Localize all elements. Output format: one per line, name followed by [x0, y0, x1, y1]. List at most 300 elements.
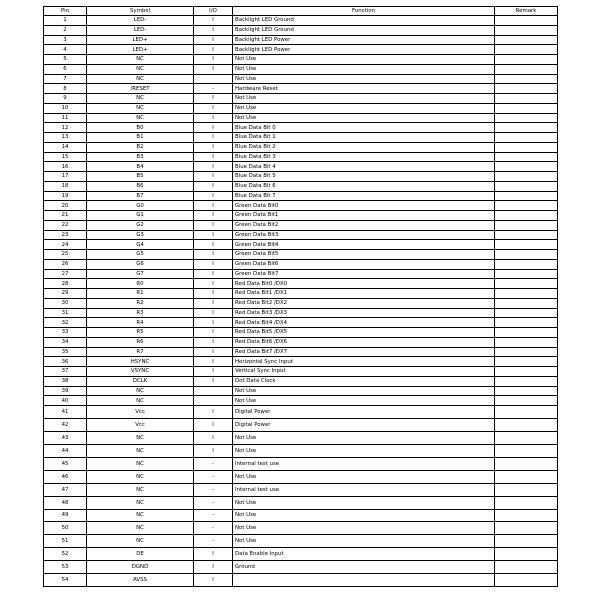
cell-remark — [495, 574, 558, 587]
cell-function: Green Data Bit7 — [233, 269, 495, 279]
cell-function: Backlight LED Power — [233, 35, 495, 45]
cell-pin: 6 — [44, 64, 87, 74]
table-row — [44, 25, 558, 35]
cell-io: I — [194, 45, 233, 55]
cell-remark — [495, 16, 558, 26]
cell-remark — [495, 230, 558, 240]
cell-io: I — [194, 347, 233, 357]
cell-symbol: NC — [87, 509, 194, 522]
table-row — [44, 250, 558, 260]
cell-pin: 16 — [44, 162, 87, 172]
cell-io: I — [194, 191, 233, 201]
cell-symbol: DGND — [87, 561, 194, 574]
cell-symbol: LED+ — [87, 45, 194, 55]
table-row — [44, 94, 558, 104]
cell-symbol: HSYNC — [87, 357, 194, 367]
cell-remark — [495, 35, 558, 45]
cell-remark — [495, 396, 558, 406]
cell-function: Dot Data Clock — [233, 376, 495, 386]
cell-remark — [495, 337, 558, 347]
cell-io: I — [194, 259, 233, 269]
table-row — [44, 64, 558, 74]
cell-pin: 22 — [44, 220, 87, 230]
cell-pin: 24 — [44, 240, 87, 250]
cell-io: I — [194, 431, 233, 444]
cell-pin: 44 — [44, 444, 87, 457]
cell-remark — [495, 45, 558, 55]
cell-remark — [495, 172, 558, 182]
cell-pin: 37 — [44, 367, 87, 377]
cell-pin: 51 — [44, 535, 87, 548]
table-row — [44, 548, 558, 561]
table-row — [44, 162, 558, 172]
cell-pin: 32 — [44, 318, 87, 328]
cell-io: I — [194, 406, 233, 419]
cell-pin: 7 — [44, 74, 87, 84]
table-row — [44, 191, 558, 201]
cell-function: Digital Power — [233, 418, 495, 431]
cell-io: I — [194, 328, 233, 338]
header-io: I/O — [194, 7, 233, 16]
cell-pin: 1 — [44, 16, 87, 26]
table-row — [44, 230, 558, 240]
cell-symbol: B1 — [87, 133, 194, 143]
cell-remark — [495, 470, 558, 483]
cell-remark — [495, 240, 558, 250]
cell-io: I — [194, 318, 233, 328]
table-row — [44, 328, 558, 338]
header-function: Function — [233, 7, 495, 16]
cell-remark — [495, 220, 558, 230]
cell-symbol: DCLK — [87, 376, 194, 386]
cell-remark — [495, 386, 558, 396]
cell-pin: 45 — [44, 457, 87, 470]
table-row — [44, 201, 558, 211]
cell-pin: 54 — [44, 574, 87, 587]
cell-pin: 30 — [44, 298, 87, 308]
cell-remark — [495, 483, 558, 496]
cell-remark — [495, 535, 558, 548]
cell-symbol: G5 — [87, 250, 194, 260]
cell-function: Green Data Bit5 — [233, 250, 495, 260]
cell-pin: 2 — [44, 25, 87, 35]
cell-io: I — [194, 367, 233, 377]
cell-pin: 8 — [44, 84, 87, 94]
cell-remark — [495, 84, 558, 94]
cell-symbol: NC — [87, 483, 194, 496]
cell-symbol: NC — [87, 64, 194, 74]
cell-function: Red Data Bit2 /DX2 — [233, 298, 495, 308]
table-row — [44, 386, 558, 396]
cell-symbol: G2 — [87, 220, 194, 230]
cell-io: - — [194, 522, 233, 535]
table-row — [44, 357, 558, 367]
cell-pin: 53 — [44, 561, 87, 574]
cell-io: I — [194, 444, 233, 457]
cell-pin: 25 — [44, 250, 87, 260]
cell-io: I — [194, 574, 233, 587]
cell-remark — [495, 123, 558, 133]
cell-function: Blue Data Bit 0 — [233, 123, 495, 133]
table-row — [44, 172, 558, 182]
cell-io: I — [194, 55, 233, 65]
table-row — [44, 220, 558, 230]
cell-function: Blue Data Bit 6 — [233, 181, 495, 191]
table-row — [44, 483, 558, 496]
cell-function: Not Use — [233, 64, 495, 74]
cell-pin: 13 — [44, 133, 87, 143]
cell-symbol: LED+ — [87, 35, 194, 45]
cell-io — [194, 396, 233, 406]
cell-symbol: R2 — [87, 298, 194, 308]
cell-io: I — [194, 357, 233, 367]
table-row — [44, 457, 558, 470]
cell-remark — [495, 457, 558, 470]
cell-symbol: VSYNC — [87, 367, 194, 377]
cell-function: Red Data Bit3 /DX3 — [233, 308, 495, 318]
cell-io: I — [194, 561, 233, 574]
cell-function: Not Use — [233, 496, 495, 509]
table-row — [44, 431, 558, 444]
table-row — [44, 103, 558, 113]
cell-pin: 43 — [44, 431, 87, 444]
cell-remark — [495, 259, 558, 269]
cell-function: Green Data Bit1 — [233, 211, 495, 221]
cell-remark — [495, 191, 558, 201]
cell-symbol: G4 — [87, 240, 194, 250]
cell-function: Green Data Bit6 — [233, 259, 495, 269]
cell-symbol: R7 — [87, 347, 194, 357]
table-row — [44, 142, 558, 152]
cell-pin: 28 — [44, 279, 87, 289]
cell-io: I — [194, 16, 233, 26]
cell-function: Backlight LED Ground — [233, 16, 495, 26]
cell-pin: 4 — [44, 45, 87, 55]
cell-pin: 18 — [44, 181, 87, 191]
cell-symbol: NC — [87, 386, 194, 396]
cell-io: I — [194, 418, 233, 431]
cell-function: Red Data Bit6 /DX6 — [233, 337, 495, 347]
cell-function: Blue Data Bit 4 — [233, 162, 495, 172]
cell-symbol: NC — [87, 496, 194, 509]
cell-symbol: NC — [87, 431, 194, 444]
cell-remark — [495, 181, 558, 191]
cell-pin: 12 — [44, 123, 87, 133]
cell-io: - — [194, 535, 233, 548]
cell-remark — [495, 431, 558, 444]
cell-io: I — [194, 269, 233, 279]
cell-io: I — [194, 103, 233, 113]
cell-remark — [495, 269, 558, 279]
cell-remark — [495, 522, 558, 535]
cell-remark — [495, 74, 558, 84]
cell-remark — [495, 406, 558, 419]
cell-pin: 31 — [44, 308, 87, 318]
table-row — [44, 55, 558, 65]
cell-symbol: B5 — [87, 172, 194, 182]
cell-pin: 40 — [44, 396, 87, 406]
cell-symbol: R0 — [87, 279, 194, 289]
cell-io: I — [194, 181, 233, 191]
cell-function: Internal test use — [233, 457, 495, 470]
cell-remark — [495, 103, 558, 113]
cell-symbol: G1 — [87, 211, 194, 221]
table-row — [44, 181, 558, 191]
cell-function: Blue Data Bit 5 — [233, 172, 495, 182]
cell-pin: 38 — [44, 376, 87, 386]
cell-function: Not Use — [233, 522, 495, 535]
cell-remark — [495, 418, 558, 431]
cell-symbol: LED- — [87, 25, 194, 35]
cell-remark — [495, 201, 558, 211]
cell-function: Red Data Bit4 /DX4 — [233, 318, 495, 328]
table-row — [44, 337, 558, 347]
table-header-row — [44, 7, 558, 16]
cell-pin: 47 — [44, 483, 87, 496]
table-row — [44, 269, 558, 279]
cell-io: I — [194, 113, 233, 123]
cell-symbol: R3 — [87, 308, 194, 318]
cell-remark — [495, 561, 558, 574]
cell-function: Hardware Reset — [233, 84, 495, 94]
cell-io: I — [194, 25, 233, 35]
cell-remark — [495, 133, 558, 143]
cell-remark — [495, 55, 558, 65]
cell-pin: 34 — [44, 337, 87, 347]
cell-pin: 26 — [44, 259, 87, 269]
cell-symbol: /RESET — [87, 84, 194, 94]
cell-remark — [495, 509, 558, 522]
cell-function: Not Use — [233, 94, 495, 104]
table-row — [44, 133, 558, 143]
cell-function: Blue Data Bit 7 — [233, 191, 495, 201]
cell-pin: 9 — [44, 94, 87, 104]
cell-pin: 36 — [44, 357, 87, 367]
cell-function: Red Data Bit7 /DX7 — [233, 347, 495, 357]
cell-io: I — [194, 123, 233, 133]
cell-function: Not Use — [233, 396, 495, 406]
cell-symbol: NC — [87, 457, 194, 470]
cell-pin: 46 — [44, 470, 87, 483]
cell-pin: 42 — [44, 418, 87, 431]
cell-function: Ground — [233, 561, 495, 574]
table-row — [44, 496, 558, 509]
cell-function: Horizontal Sync Input — [233, 357, 495, 367]
cell-io: I — [194, 162, 233, 172]
table-row — [44, 259, 558, 269]
cell-function: Backlight LED Power — [233, 45, 495, 55]
cell-symbol: B2 — [87, 142, 194, 152]
cell-function: Blue Data Bit 2 — [233, 142, 495, 152]
cell-io: I — [194, 211, 233, 221]
cell-io: I — [194, 152, 233, 162]
table-row — [44, 74, 558, 84]
cell-function: Red Data Bit0 /DX0 — [233, 279, 495, 289]
cell-remark — [495, 289, 558, 299]
cell-symbol: B3 — [87, 152, 194, 162]
cell-io: I — [194, 308, 233, 318]
cell-function: Not Use — [233, 74, 495, 84]
cell-function: Green Data Bit4 — [233, 240, 495, 250]
cell-pin: 3 — [44, 35, 87, 45]
table-row — [44, 367, 558, 377]
cell-io: I — [194, 298, 233, 308]
cell-pin: 11 — [44, 113, 87, 123]
table-row — [44, 535, 558, 548]
cell-io: I — [194, 133, 233, 143]
cell-io: I — [194, 279, 233, 289]
cell-symbol: G3 — [87, 230, 194, 240]
cell-io: I — [194, 94, 233, 104]
cell-function: Not Use — [233, 444, 495, 457]
cell-pin: 19 — [44, 191, 87, 201]
table-row — [44, 113, 558, 123]
cell-function: Backlight LED Ground — [233, 25, 495, 35]
cell-function: Not Use — [233, 103, 495, 113]
cell-function: Vertical Sync Input — [233, 367, 495, 377]
cell-function: Green Data Bit2 — [233, 220, 495, 230]
cell-function: Green Data Bit0 — [233, 201, 495, 211]
cell-symbol: NC — [87, 522, 194, 535]
cell-remark — [495, 25, 558, 35]
cell-symbol: R6 — [87, 337, 194, 347]
cell-symbol: B7 — [87, 191, 194, 201]
cell-io: I — [194, 548, 233, 561]
cell-symbol: NC — [87, 444, 194, 457]
cell-symbol: NC — [87, 113, 194, 123]
cell-pin: 10 — [44, 103, 87, 113]
cell-io: I — [194, 250, 233, 260]
cell-io: - — [194, 496, 233, 509]
cell-symbol: B6 — [87, 181, 194, 191]
cell-function: Not Use — [233, 386, 495, 396]
header-symbol: Symbol — [87, 7, 194, 16]
cell-symbol: R5 — [87, 328, 194, 338]
cell-function: Red Data Bit5 /DX5 — [233, 328, 495, 338]
table-row — [44, 152, 558, 162]
cell-io: - — [194, 483, 233, 496]
cell-symbol: AVSS — [87, 574, 194, 587]
cell-pin: 21 — [44, 211, 87, 221]
cell-function: Not Use — [233, 431, 495, 444]
header-remark: Remark — [495, 7, 558, 16]
cell-function: Not Use — [233, 509, 495, 522]
cell-remark — [495, 113, 558, 123]
cell-symbol: G7 — [87, 269, 194, 279]
cell-function — [233, 574, 495, 587]
cell-symbol: NC — [87, 535, 194, 548]
cell-symbol: B4 — [87, 162, 194, 172]
table-body — [44, 16, 558, 587]
table-row — [44, 16, 558, 26]
cell-io: I — [194, 35, 233, 45]
cell-function: Not Use — [233, 470, 495, 483]
cell-symbol: NC — [87, 74, 194, 84]
cell-pin: 23 — [44, 230, 87, 240]
table-row — [44, 84, 558, 94]
table-row — [44, 470, 558, 483]
cell-io: I — [194, 201, 233, 211]
cell-function: Data Enable Input — [233, 548, 495, 561]
cell-symbol: NC — [87, 103, 194, 113]
cell-remark — [495, 142, 558, 152]
cell-io: I — [194, 289, 233, 299]
cell-pin: 49 — [44, 509, 87, 522]
cell-io — [194, 386, 233, 396]
table-row — [44, 308, 558, 318]
cell-pin: 27 — [44, 269, 87, 279]
cell-io: - — [194, 509, 233, 522]
cell-io: I — [194, 240, 233, 250]
cell-pin: 50 — [44, 522, 87, 535]
cell-symbol: DE — [87, 548, 194, 561]
cell-symbol: R1 — [87, 289, 194, 299]
cell-remark — [495, 308, 558, 318]
cell-remark — [495, 496, 558, 509]
table-row — [44, 318, 558, 328]
cell-pin: 17 — [44, 172, 87, 182]
table-row — [44, 45, 558, 55]
cell-symbol: Vcc — [87, 406, 194, 419]
cell-pin: 14 — [44, 142, 87, 152]
cell-function: Digital Power — [233, 406, 495, 419]
cell-io — [194, 74, 233, 84]
cell-symbol: NC — [87, 470, 194, 483]
cell-io: - — [194, 84, 233, 94]
cell-io: - — [194, 457, 233, 470]
cell-io: I — [194, 172, 233, 182]
cell-pin: 41 — [44, 406, 87, 419]
cell-pin: 20 — [44, 201, 87, 211]
cell-pin: 15 — [44, 152, 87, 162]
table-row — [44, 347, 558, 357]
cell-remark — [495, 357, 558, 367]
cell-io: I — [194, 142, 233, 152]
cell-pin: 33 — [44, 328, 87, 338]
cell-io: - — [194, 470, 233, 483]
cell-symbol: LED- — [87, 16, 194, 26]
table-row — [44, 279, 558, 289]
table-row — [44, 509, 558, 522]
cell-symbol: B0 — [87, 123, 194, 133]
cell-remark — [495, 347, 558, 357]
cell-pin: 5 — [44, 55, 87, 65]
cell-remark — [495, 548, 558, 561]
pin-assignment-table — [43, 6, 558, 587]
table-row — [44, 418, 558, 431]
cell-remark — [495, 250, 558, 260]
cell-remark — [495, 211, 558, 221]
cell-remark — [495, 318, 558, 328]
table-row — [44, 561, 558, 574]
cell-remark — [495, 162, 558, 172]
cell-pin: 39 — [44, 386, 87, 396]
cell-remark — [495, 367, 558, 377]
table-row — [44, 35, 558, 45]
cell-io: I — [194, 337, 233, 347]
cell-remark — [495, 152, 558, 162]
cell-symbol: NC — [87, 396, 194, 406]
cell-function: Not Use — [233, 55, 495, 65]
cell-pin: 29 — [44, 289, 87, 299]
table-row — [44, 574, 558, 587]
cell-pin: 35 — [44, 347, 87, 357]
header-pin: Pin — [44, 7, 87, 16]
cell-function: Green Data Bit3 — [233, 230, 495, 240]
cell-io: I — [194, 64, 233, 74]
table-row — [44, 289, 558, 299]
table-row — [44, 376, 558, 386]
